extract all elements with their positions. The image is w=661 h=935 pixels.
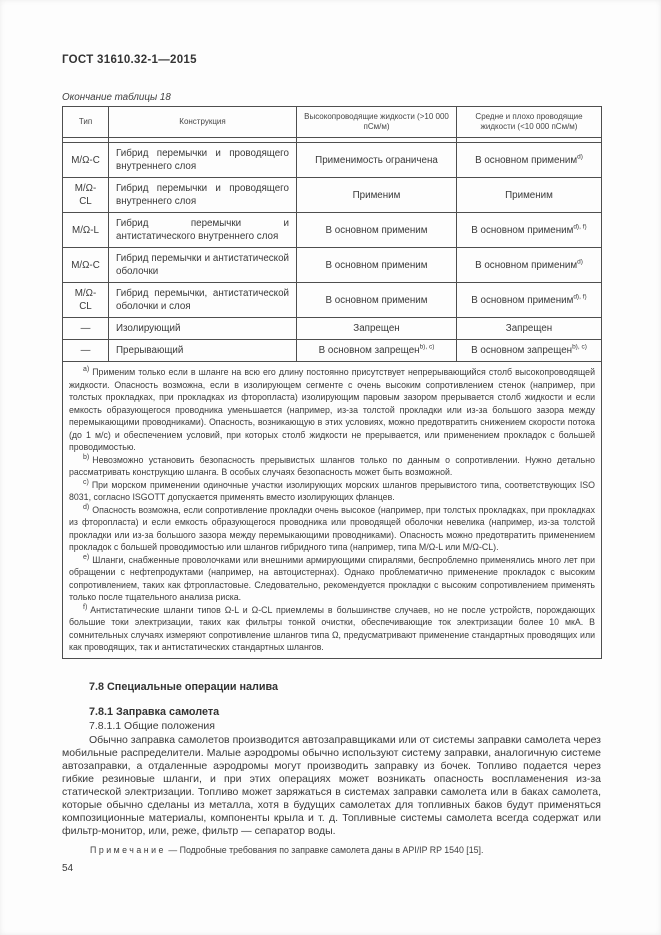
- table-row: [63, 283, 602, 318]
- footnote-marker: b): [83, 453, 90, 461]
- document-number: ГОСТ 31610.32-1—2015: [62, 54, 197, 66]
- footnote-marker: c): [83, 478, 89, 486]
- table-row: [63, 248, 602, 283]
- footnote-ref: b), c): [419, 343, 435, 351]
- cell-type: М/Ω-С: [63, 143, 109, 178]
- footnote-ref: d), f): [573, 293, 587, 301]
- section-heading-7-8: 7.8 Специальные операции налива: [89, 680, 279, 693]
- cell-high-conductive: В основном применим: [297, 283, 457, 318]
- table-footnotes-row: [63, 362, 602, 659]
- cell-construction: Гибрид перемычки и проводящего внутреннего слоя: [109, 143, 297, 178]
- cell-high-conductive: Применим: [297, 178, 457, 213]
- cell-medium-low: Запрещен: [457, 318, 602, 340]
- footnote-marker: d): [83, 503, 90, 511]
- cell-high-conductive: В основном запрещен$^{b), c)}$: [297, 340, 457, 362]
- footnote-marker: a): [83, 366, 90, 374]
- hose-types-table: [62, 106, 602, 659]
- section-heading-7-8-1-1: 7.8.1.1 Общие положения: [89, 719, 215, 732]
- section-heading-7-8-1: 7.8.1 Заправка самолета: [89, 705, 220, 718]
- cell-high-conductive: В основном применим: [297, 213, 457, 248]
- footnote-b: $^{b)}$ Невозможно установить безопасность прерывистых шлангов только по данным о сопротивлении. Нужно детально рассматривать конструкцию шланга. В особых случаях безопасность может быть возможной.: [69, 453, 595, 477]
- cell-high-conductive: В основном применим: [297, 248, 457, 283]
- cell-type: М/Ω-L: [63, 213, 109, 248]
- footnote-ref: b), c): [572, 343, 587, 351]
- cell-medium-low: В основном применим$^{d), f)}$: [457, 283, 602, 318]
- cell-medium-low: В основном запрещен$^{b), c)}$: [457, 340, 602, 362]
- footnote-c: $^{c)}$ При морском применении одиночные участки изолирующих морских шлангов прерывистого типа, соответствующих ISO 8031, согласно ISGOTT допускается применять вместо изолирующих фланцев.: [69, 478, 595, 502]
- cell-high-conductive: Запрещен: [297, 318, 457, 340]
- cell-construction: Гибрид перемычки и антистатической оболочки: [109, 248, 297, 283]
- cell-high-conductive: Применимость ограничена: [297, 143, 457, 178]
- cell-type: —: [63, 340, 109, 362]
- cell-type: М/Ω-CL: [63, 283, 109, 318]
- column-header-medium-low-conductive: Средне и плохо проводящие жидкости (<10 000 пСм/м): [457, 107, 602, 138]
- table-header-row: [63, 107, 602, 138]
- note-text: — Подробные требования по заправке самолета даны в API/IP RP 1540 [15].: [168, 845, 484, 856]
- footnote-ref: d): [577, 153, 583, 161]
- table-row: [63, 340, 602, 362]
- footnote-d: $^{d)}$ Опасность возможна, если сопротивление прокладки очень высокое (например, при толстых прокладках, при прокладках из фторопласта) и если емкость образующегося проводника или проводящей оболочки невелика (например, из-за толстой прокладки или из-за большого зазора между перемыкающими проводниками). Опасность можно предотвратить применением прокладок с большей проводимостью или шлангов гибридного типа (например, типа М/Ω-L или М/Ω-CL).: [69, 503, 595, 552]
- footnote-e: $^{e)}$ Шланги, снабженные проволочками или внешними армирующими спиралями, беспроблемно применялись много лет при обращении с нефтепродуктами (например, на автоцистернах). Однако проблематично применение прокладок с высоким сопротивлением, таких как фтропластовые. Следовательно, рекомендуется прокладки с высоким сопротивлением применять только после тщательного анализа риска.: [69, 553, 595, 602]
- footnote-a: $^{a)}$ Применим только если в шланге на всю его длину постоянно присутствует непрерывающийся столб высокопроводящей жидкости. Опасность возможна, если в изолирующем сегменте с очень высоким сопротивлением стенок (например, при толстых прокладках, при прокладках из фторопласта) изолирующим паровым зазором прерывается столб жидкости и если емкость образующегося проводника уменьшается (например, из-за толстой прокладки или из-за большого зазора между перемыкающими проводниками). Опасность, возникающую в этих условиях, можно предотвратить снижением скорости потока (до 1 м/с) и обеспечением условий, при которых столб жидкости не прерывается, или применением прокладок с большей проводимостью.: [69, 366, 595, 452]
- cell-construction: Гибрид перемычки и проводящего внутреннего слоя: [109, 178, 297, 213]
- cell-construction: Изолирующий: [109, 318, 297, 340]
- table-footnotes: [63, 362, 602, 659]
- footnote-ref: d), f): [573, 223, 587, 231]
- footnote-marker: e): [83, 553, 90, 561]
- cell-type: —: [63, 318, 109, 340]
- cell-construction: Гибрид перемычки и антистатического внутреннего слоя: [109, 213, 297, 248]
- footnote-ref: d): [577, 258, 583, 266]
- column-header-construction: Конструкция: [109, 107, 297, 138]
- page-number: 54: [62, 863, 74, 875]
- table-row: [63, 178, 602, 213]
- footnote-f: $^{f)}$ Антистатические шланги типов Ω-L и Ω-CL приемлемы в большинстве случаев, но не после устройств, порождающих большие токи электризации, таких как фильтры тонкой очистки, обеспечивающие ток электризации более 10 мкА. В сомнительных случаях измеряют сопротивление шлангов типа Ω, предусматривают применение стандартных проводящих или как проводящих, так и антистатических стандартных шлангов.: [69, 603, 595, 652]
- table-row: [63, 318, 602, 340]
- cell-type: М/Ω-С: [63, 248, 109, 283]
- column-header-type: Тип: [63, 107, 109, 138]
- note-label: Примечание: [90, 845, 166, 856]
- table-row: [63, 143, 602, 178]
- body-paragraph: Обычно заправка самолетов производится автозаправщиками или от системы заправки самолета через мобильные распределители. Малые аэродромы обычно используют систему заправки, аналогичную системе автозаправки, а отдаленные аэродромы могут производить заправку из бочек. Топливо подается через гибкие резиновые шланги, и при этих операциях может возникать опасность воспламенения из-за статической электризации. Топливо может заряжаться в системах заправки самолета или в баках самолета, которые обычно сделаны из металла, хотя в будущих самолетах для топливных баков будут применяться композиционные материалы, компоненты крыла и т. д. Топливные системы самолета всегда содержат или фильтр-монитор, или, реже, фильтр — сепаратор воды.: [62, 733, 601, 838]
- cell-medium-low: В основном применим$^{d), f)}$: [457, 213, 602, 248]
- page-content: [62, 54, 601, 874]
- note: [62, 844, 601, 856]
- cell-medium-low: Применим: [457, 178, 602, 213]
- cell-medium-low: В основном применим$^{d)}$: [457, 248, 602, 283]
- cell-type: М/Ω-CL: [63, 178, 109, 213]
- table-caption: Окончание таблицы 18: [62, 92, 171, 103]
- cell-medium-low: В основном применим$^{d)}$: [457, 143, 602, 178]
- footnote-marker: f): [83, 603, 88, 611]
- cell-construction: Прерывающий: [109, 340, 297, 362]
- cell-construction: Гибрид перемычки, антистатической оболочки и слоя: [109, 283, 297, 318]
- column-header-high-conductive: Высокопроводящие жидкости (>10 000 пСм/м): [297, 107, 457, 138]
- table-row: [63, 213, 602, 248]
